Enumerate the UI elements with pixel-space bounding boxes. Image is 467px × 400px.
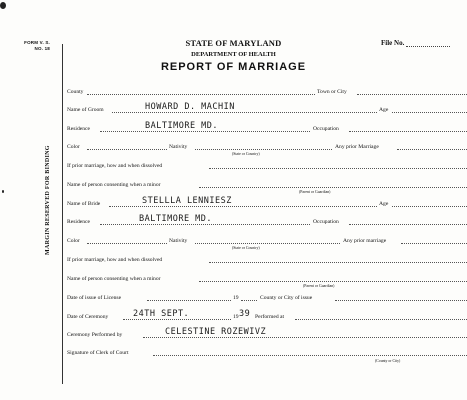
groom-name-value: HOWARD D. MACHIN [145, 102, 235, 112]
groom-name-line [112, 112, 377, 113]
clerk-signature-row [67, 347, 459, 363]
groom-dissolved-line [209, 168, 467, 169]
license-date-label: Date of issue of License [67, 295, 122, 301]
bride-consent-label: Name of person consenting when a minor [67, 276, 161, 282]
groom-prior-marriage-line [397, 149, 467, 150]
bride-prior-marriage-label: Any prior marriage [343, 238, 387, 244]
groom-dissolved-row [67, 160, 459, 170]
bride-consent-row [67, 273, 459, 288]
groom-name-label: Name of Groom [67, 107, 104, 113]
bride-name-value: STELLLA LENNIESZ [142, 196, 232, 206]
bride-color-line [87, 243, 167, 244]
groom-occupation-label: Occupation [313, 126, 339, 132]
scan-mark-left [2, 190, 4, 193]
clerk-signature-line [153, 355, 467, 356]
scan-mark-top [0, 2, 6, 9]
license-row [67, 292, 459, 302]
groom-age-line [392, 112, 467, 113]
clerk-signature-label: Signature of Clerk of Court [67, 350, 129, 356]
bride-residence-row [67, 216, 459, 226]
margin-rule [62, 44, 63, 384]
ceremony-year-value: 39 [239, 309, 251, 319]
performed-by-label: Ceremony Performed by [67, 332, 123, 338]
bride-name-row [67, 198, 459, 208]
groom-name-row [67, 104, 459, 114]
groom-nativity-note: (State or Country) [232, 152, 260, 156]
bride-nativity-note: (State or Country) [232, 246, 260, 250]
groom-dissolved-label: If prior marriage, how and when dissolved [67, 163, 163, 169]
license-year-prefix: 19 [233, 295, 239, 301]
department-heading: DEPARTMENT OF HEALTH [191, 51, 276, 58]
bride-dissolved-label: If prior marriage, how and when dissolved [67, 257, 163, 263]
groom-consent-label: Name of person consenting when a minor [67, 182, 161, 188]
clerk-county-note: (County or City) [375, 359, 401, 363]
performed-at-label: Performed at [255, 314, 285, 320]
performed-at-line [295, 319, 467, 320]
bride-consent-note: (Parent or Guardian) [303, 284, 335, 288]
groom-consent-line [199, 187, 467, 188]
performed-by-line [143, 337, 467, 338]
groom-occupation-line [349, 131, 467, 132]
license-county-line [335, 300, 467, 301]
bride-age-line [392, 206, 467, 207]
file-number-field [381, 39, 450, 47]
groom-age-label: Age [379, 107, 389, 113]
bride-nativity-line [195, 243, 340, 244]
groom-residence-value: BALTIMORE MD. [145, 121, 219, 131]
groom-nativity-line [195, 149, 332, 150]
performed-by-value: CELESTINE ROZEWIVZ [165, 327, 267, 337]
state-heading: STATE OF MARYLAND [185, 38, 282, 48]
bride-color-label: Color [67, 238, 80, 244]
groom-color-label: Color [67, 144, 80, 150]
bride-dissolved-line [209, 262, 467, 263]
form-sub-number: NO. 18 [34, 45, 50, 51]
groom-color-line [87, 149, 167, 150]
groom-residence-line [100, 131, 310, 132]
groom-prior-marriage-label: Any prior Marriage [335, 144, 379, 150]
file-number-label: File No. [381, 39, 405, 47]
groom-color-row [67, 141, 459, 156]
license-county-label: County or City of issue [260, 295, 313, 301]
bride-residence-label: Residence [67, 219, 90, 225]
bride-age-label: Age [379, 201, 389, 207]
county-row [67, 86, 459, 96]
license-date-line [147, 300, 231, 301]
groom-residence-row [67, 123, 459, 133]
bride-dissolved-row [67, 254, 459, 264]
ceremony-date-value: 24TH SEPT. [133, 309, 190, 319]
bride-nativity-label: Nativity [169, 238, 188, 244]
bride-residence-value: BALTIMORE MD. [139, 214, 213, 224]
ceremony-year-prefix: 19 [233, 314, 239, 320]
town-line [357, 94, 467, 95]
ceremony-date-label: Date of Ceremony [67, 314, 109, 320]
bride-consent-line [199, 281, 467, 282]
form-number: FORM V. S. [24, 40, 50, 45]
form-title: REPORT OF MARRIAGE [160, 61, 307, 73]
groom-nativity-label: Nativity [169, 144, 188, 150]
license-year-line [241, 300, 257, 301]
binding-margin-note: MARGIN RESERVED FOR BINDING [45, 145, 51, 255]
ceremony-date-row [67, 311, 459, 321]
county-line [87, 94, 315, 95]
groom-consent-note: (Parent or Guardian) [299, 190, 331, 194]
bride-residence-line [100, 224, 310, 225]
performed-by-row [67, 329, 459, 339]
county-label: County [67, 89, 84, 95]
file-number-line [406, 40, 450, 47]
town-label: Town or City [317, 89, 347, 95]
bride-occupation-label: Occupation [313, 219, 339, 225]
bride-prior-marriage-line [401, 243, 467, 244]
bride-name-label: Name of Bride [67, 201, 101, 207]
groom-consent-row [67, 179, 459, 194]
bride-name-line [109, 206, 377, 207]
bride-occupation-line [349, 224, 467, 225]
groom-residence-label: Residence [67, 126, 90, 132]
bride-color-row [67, 235, 459, 250]
ceremony-date-line [123, 319, 231, 320]
